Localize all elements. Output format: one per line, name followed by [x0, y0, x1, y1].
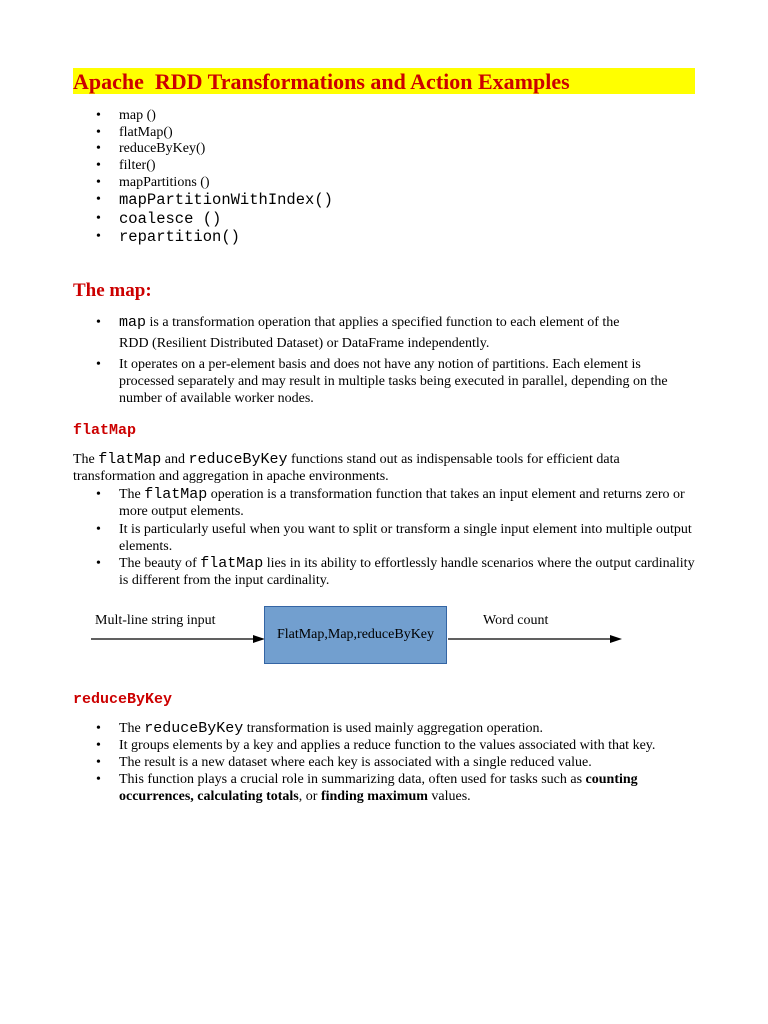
flatmap-section-heading: flatMap	[73, 422, 137, 439]
text-run: This function plays a crucial role in summarizing data, often used for tasks such as	[119, 772, 586, 787]
bullet-text: The result is a new dataset where each key is associated with a single reduced value.	[119, 755, 592, 770]
bullet-marker: •	[96, 174, 101, 190]
bullet-marker: •	[96, 124, 101, 140]
bullet-marker: •	[96, 487, 101, 502]
bullet-text: It groups elements by a key and applies a reduce function to the values associated with that key.	[119, 738, 656, 753]
text-run: lies in its ability to effortlessly handle scenarios where the output cardinality is different from the input cardinality.	[119, 556, 695, 588]
list-item	[96, 771, 699, 805]
diagram-output-label: Word count	[483, 613, 549, 628]
text-run: functions stand out as indispensable tools for efficient data transformation and aggregation in apache environments.	[73, 452, 620, 484]
bullet-marker: •	[96, 721, 101, 736]
bold-text: finding maximum	[320, 789, 428, 804]
transformation-name: coalesce ()	[119, 209, 222, 228]
text-run: The	[119, 487, 145, 502]
transformation-name: reduceByKey()	[119, 141, 206, 157]
map-bullet-1-continuation: RDD (Resilient Distributed Dataset) or DataFrame independently.	[119, 336, 490, 351]
inline-code: flatMap	[98, 451, 162, 468]
transformation-name: mapPartitions ()	[119, 174, 210, 190]
bullet-marker: •	[96, 141, 101, 157]
bullet-marker: •	[96, 357, 101, 372]
bullet-marker: •	[96, 755, 101, 770]
bullet-marker: •	[96, 738, 101, 753]
transformation-name: flatMap()	[119, 124, 173, 140]
transformation-name: filter()	[119, 158, 156, 174]
transformation-name: mapPartitionWithIndex()	[119, 191, 333, 210]
bullet-marker: •	[96, 522, 101, 537]
text-run: , or	[298, 789, 321, 804]
bullet-text: It operates on a per-element basis and does not have any notion of partitions. Each element is processed separately and may result in multiple tasks being executed in parallel, depending on the number of available worker nodes.	[119, 357, 668, 406]
inline-code: reduceByKey	[144, 720, 244, 737]
text-run: The	[73, 452, 99, 467]
list-item	[96, 754, 699, 771]
output-arrow	[448, 635, 622, 643]
transformation-name: repartition()	[119, 227, 240, 246]
bullet-marker: •	[96, 772, 101, 787]
list-item	[96, 737, 699, 754]
diagram-process-box	[264, 606, 447, 664]
inline-code: flatMap	[200, 555, 264, 572]
inline-code: reduceByKey	[188, 451, 288, 468]
text-run: and	[161, 452, 189, 467]
text-run: operation is a transformation function that takes an input element and returns zero or more output elements.	[119, 487, 685, 519]
transformation-name: map ()	[119, 108, 156, 123]
bullet-marker: •	[96, 158, 101, 174]
reducebykey-section-heading: reduceByKey	[73, 691, 173, 708]
bullet-marker: •	[96, 228, 101, 244]
bullet-text: is a transformation operation that applies a specified function to each element of the	[146, 315, 620, 330]
text-run: The	[119, 721, 145, 736]
text-run: The beauty of	[119, 556, 201, 571]
bullet-marker: •	[96, 192, 101, 208]
diagram-input-label: Mult-line string input	[95, 613, 216, 628]
reducebykey-bullet-list	[96, 720, 699, 805]
inline-code: map	[119, 314, 147, 331]
bullet-text: It is particularly useful when you want to split or transform a single input element into multiple output elements.	[119, 522, 692, 554]
bullet-marker: •	[96, 315, 101, 330]
map-section-heading: The map:	[73, 280, 152, 301]
bullet-marker: •	[96, 556, 101, 571]
bullet-marker: •	[96, 108, 101, 123]
bullet-marker: •	[96, 210, 101, 226]
inline-code: flatMap	[144, 486, 208, 503]
page-title: Apache RDD Transformations and Action Examples	[73, 68, 695, 94]
text-run: transformation is used mainly aggregation operation.	[243, 721, 544, 736]
bold-text: counting occurrences, calculating totals	[119, 772, 638, 804]
diagram-box-label: FlatMap,Map,reduceByKey	[276, 627, 435, 642]
list-item	[96, 720, 699, 737]
text-run: values.	[427, 789, 471, 804]
input-arrow	[91, 635, 265, 643]
